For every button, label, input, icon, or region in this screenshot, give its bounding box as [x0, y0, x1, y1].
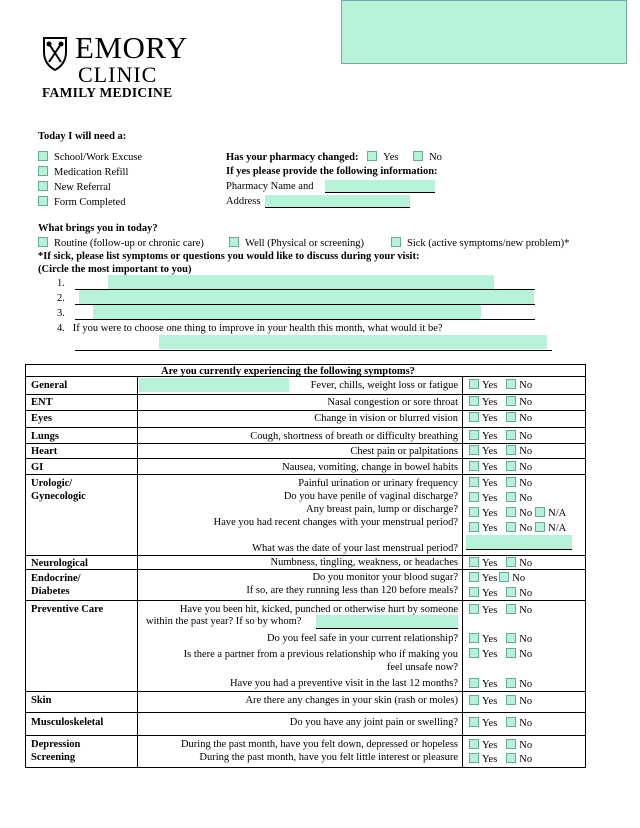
table-row-line [25, 569, 586, 570]
yes-no-ent[interactable] [469, 396, 532, 408]
no-label: No [519, 446, 533, 457]
no-checkbox[interactable] [506, 430, 516, 440]
emory-shield-icon [40, 36, 70, 72]
symptom-line-number: 3. [57, 308, 65, 319]
question-uro-d: Have you had recent changes with your menstrual period? [213, 517, 458, 528]
no-label: No [519, 740, 533, 751]
question-general: Fever, chills, weight loss or fatigue [310, 380, 458, 391]
yes-label: Yes [482, 718, 498, 729]
yes-no-endo-a[interactable] [469, 572, 525, 584]
no-checkbox[interactable] [506, 695, 516, 705]
yes-checkbox[interactable] [469, 492, 479, 502]
yes-no-lungs[interactable] [469, 430, 532, 442]
category-diabetes: Diabetes [31, 586, 70, 597]
no-checkbox[interactable] [506, 678, 516, 688]
no-checkbox[interactable] [506, 477, 516, 487]
circle-note: (Circle the most important to you) [38, 264, 192, 275]
yes-checkbox[interactable] [469, 522, 479, 532]
yes-no-dep-b[interactable] [469, 753, 532, 765]
yes-no-uro-b[interactable] [469, 492, 532, 504]
yes-checkbox[interactable] [469, 445, 479, 455]
yes-no-heart[interactable] [469, 445, 532, 457]
yes-checkbox[interactable] [469, 648, 479, 658]
yes-checkbox[interactable] [469, 412, 479, 422]
checkbox[interactable] [229, 237, 239, 247]
need-form-completed[interactable] [38, 196, 125, 208]
checkbox[interactable] [38, 196, 48, 206]
no-label: No [519, 462, 533, 473]
yes-checkbox[interactable] [469, 678, 479, 688]
question-prev-a2: within the past year? If so by whom? [146, 616, 302, 627]
yes-label: Yes [482, 462, 498, 473]
visit-option-label: Well (Physical or screening) [245, 238, 364, 249]
pharmacy-instruction: If yes please provide the following information: [226, 166, 438, 177]
no-checkbox[interactable] [506, 753, 516, 763]
category-eyes: Eyes [31, 413, 52, 424]
yes-checkbox[interactable] [469, 633, 479, 643]
general-field[interactable] [139, 378, 289, 392]
no-checkbox[interactable] [506, 396, 516, 406]
yes-label: Yes [482, 740, 498, 751]
yes-label: Yes [482, 558, 498, 569]
na-checkbox[interactable] [535, 522, 545, 532]
checkbox[interactable] [38, 237, 48, 247]
table-row-line [25, 427, 586, 428]
category-neurological: Neurological [31, 558, 88, 569]
no-label: No [519, 588, 533, 599]
table-row-line [25, 712, 586, 713]
no-label: No [519, 558, 533, 569]
question-ent: Nasal congestion or sore throat [327, 397, 458, 408]
no-label: No [519, 413, 533, 424]
logo-clinic-text: CLINIC [78, 62, 158, 87]
category-urologic: Urologic/ [31, 478, 73, 489]
na-label: N/A [548, 508, 567, 519]
table-row-line [25, 458, 586, 459]
category-lungs: Lungs [31, 431, 60, 442]
yes-no-uro-d[interactable] [469, 522, 566, 534]
last-period-date-field[interactable] [466, 535, 572, 550]
question-heart: Chest pain or palpitations [350, 446, 458, 457]
symptom-line-number: 1. [57, 278, 65, 289]
question-uro-a: Painful urination or urinary frequency [298, 478, 458, 489]
no-checkbox[interactable] [506, 412, 516, 422]
no-label: No [519, 431, 533, 442]
need-new-referral[interactable] [38, 181, 111, 193]
table-row-line [25, 600, 586, 601]
question-msk: Do you have any joint pain or swelling? [289, 717, 458, 728]
sick-note: *If sick, please list symptoms or questions you would like to discuss during your visit: [38, 251, 420, 262]
table-divider [462, 376, 463, 768]
category-depression: Depression [31, 739, 81, 750]
yes-no-prev-c[interactable] [469, 648, 532, 660]
yes-checkbox[interactable] [469, 604, 479, 614]
yes-checkbox[interactable] [469, 461, 479, 471]
visit-well[interactable] [229, 237, 364, 249]
header-fill-field[interactable] [341, 0, 627, 64]
symptom-2-field[interactable] [79, 290, 534, 304]
no-checkbox[interactable] [506, 717, 516, 727]
question-neuro: Numbness, tingling, weakness, or headaches [270, 557, 458, 568]
question-uro-c: Any breast pain, lump or discharge? [305, 504, 458, 515]
pharmacy-question-row [226, 151, 442, 163]
no-checkbox[interactable] [506, 492, 516, 502]
question-gi: Nausea, vomiting, change in bowel habits [282, 462, 458, 473]
yes-label: Yes [482, 446, 498, 457]
no-label: No [519, 380, 533, 391]
need-label: School/Work Excuse [54, 152, 143, 163]
no-label: No [519, 397, 533, 408]
yes-label: Yes [482, 397, 498, 408]
yes-no-skin[interactable] [469, 695, 532, 707]
no-label: No [512, 573, 526, 584]
yes-checkbox[interactable] [469, 717, 479, 727]
yes-checkbox[interactable] [469, 396, 479, 406]
no-checkbox[interactable] [506, 522, 516, 532]
question-prev-d: Have you had a preventive visit in the last 12 months? [229, 678, 458, 689]
yes-checkbox[interactable] [469, 477, 479, 487]
question-4 [57, 323, 443, 334]
improve-field[interactable] [159, 335, 547, 349]
pharmacy-address-field[interactable] [265, 195, 410, 208]
logo-family-medicine: FAMILY MEDICINE [42, 85, 173, 100]
yes-label: Yes [482, 493, 498, 504]
yes-checkbox[interactable] [469, 739, 479, 749]
need-label: Medication Refill [54, 167, 129, 178]
symptoms-table-header: Are you currently experiencing the following symptoms? [161, 366, 415, 377]
pharmacy-question: Has your pharmacy changed: [226, 152, 359, 163]
category-screening: Screening [31, 752, 76, 763]
pharmacy-name-field[interactable] [325, 180, 435, 193]
symptom-3-line [75, 319, 535, 320]
no-checkbox[interactable] [506, 648, 516, 658]
yes-checkbox[interactable] [469, 507, 479, 517]
pharmacy-yes-label: Yes [383, 152, 399, 163]
checkbox[interactable] [391, 237, 401, 247]
checkbox[interactable] [38, 166, 48, 176]
yes-label: Yes [482, 696, 498, 707]
no-checkbox[interactable] [506, 445, 516, 455]
no-label: No [519, 754, 533, 765]
yes-no-general[interactable] [469, 379, 532, 391]
pharmacy-address-label: Address [226, 196, 261, 207]
yes-no-endo-b[interactable] [469, 587, 532, 599]
question-uro-e: What was the date of your last menstrual period? [252, 543, 458, 554]
no-checkbox[interactable] [506, 507, 516, 517]
no-checkbox[interactable] [506, 461, 516, 471]
yes-label: Yes [482, 413, 498, 424]
yes-label: Yes [482, 523, 498, 534]
question-uro-b: Do you have penile of vaginal discharge? [283, 491, 458, 502]
question-endo-b: If so, are they running less than 120 before meals? [246, 585, 458, 596]
no-label: No [519, 523, 533, 534]
hurt-by-whom-field[interactable] [316, 615, 458, 629]
no-checkbox[interactable] [506, 604, 516, 614]
visit-option-label: Sick (active symptoms/new problem)* [407, 238, 570, 249]
no-label: No [519, 508, 533, 519]
visit-heading: What brings you in today? [38, 223, 158, 234]
symptom-1-field[interactable] [108, 275, 494, 289]
question-prev-b: Do you feel safe in your current relationship? [267, 633, 458, 644]
no-label: No [519, 493, 533, 504]
yes-no-gi[interactable] [469, 461, 532, 473]
yes-checkbox[interactable] [469, 695, 479, 705]
question-skin: Are there any changes in your skin (rash or moles) [245, 695, 458, 706]
question-prev-c2: feel unsafe now? [386, 662, 458, 673]
category-endocrine: Endocrine/ [31, 573, 81, 584]
yes-label: Yes [482, 754, 498, 765]
yes-no-uro-c[interactable] [469, 507, 566, 519]
table-row-line [25, 410, 586, 411]
pharmacy-no-checkbox[interactable] [413, 151, 423, 161]
na-label: N/A [548, 523, 567, 534]
yes-no-msk[interactable] [469, 717, 532, 729]
symptom-line-number: 2. [57, 293, 65, 304]
yes-label: Yes [482, 605, 498, 616]
yes-no-prev-d[interactable] [469, 678, 532, 690]
no-checkbox[interactable] [499, 572, 509, 582]
visit-sick[interactable] [391, 237, 569, 249]
category-gynecologic: Gynecologic [31, 491, 86, 502]
question-lungs: Cough, shortness of breath or difficulty breathing [250, 431, 458, 442]
pharmacy-yes-checkbox[interactable] [367, 151, 377, 161]
table-row-line [25, 376, 586, 377]
yes-label: Yes [482, 380, 498, 391]
yes-label: Yes [482, 573, 498, 584]
table-row-line [25, 443, 586, 444]
na-checkbox[interactable] [535, 507, 545, 517]
category-skin: Skin [31, 695, 52, 706]
need-label: New Referral [54, 182, 111, 193]
need-medication-refill[interactable] [38, 166, 128, 178]
yes-checkbox[interactable] [469, 430, 479, 440]
no-label: No [519, 634, 533, 645]
no-checkbox[interactable] [506, 633, 516, 643]
table-row-line [25, 735, 586, 736]
pharmacy-no-label: No [429, 152, 442, 163]
yes-label: Yes [482, 679, 498, 690]
table-row-line [25, 474, 586, 475]
question-4-number: 4. [57, 323, 65, 334]
visit-option-label: Routine (follow-up or chronic care) [54, 238, 204, 249]
yes-label: Yes [482, 634, 498, 645]
no-checkbox[interactable] [506, 557, 516, 567]
yes-label: Yes [482, 508, 498, 519]
no-checkbox[interactable] [506, 739, 516, 749]
no-label: No [519, 649, 533, 660]
question-prev-c1: Is there a partner from a previous relationship who if making you [183, 649, 458, 660]
question-4-text: If you were to choose one thing to improve in your health this month, what would it be? [72, 323, 443, 334]
yes-no-dep-a[interactable] [469, 739, 532, 751]
category-gi: GI [31, 462, 44, 473]
no-label: No [519, 696, 533, 707]
category-ent: ENT [31, 397, 53, 408]
checkbox[interactable] [38, 181, 48, 191]
question-endo-a: Do you monitor your blood sugar? [312, 572, 458, 583]
needs-heading: Today I will need a: [38, 131, 127, 142]
table-row-line [25, 394, 586, 395]
category-heart: Heart [31, 446, 58, 457]
symptom-3-field[interactable] [93, 305, 481, 319]
yes-label: Yes [482, 478, 498, 489]
pharmacy-name-label: Pharmacy Name and [226, 181, 314, 192]
no-label: No [519, 679, 533, 690]
question-prev-a1: Have you been hit, kicked, punched or otherwise hurt by someone [179, 604, 458, 615]
yes-no-prev-b[interactable] [469, 633, 532, 645]
no-label: No [519, 605, 533, 616]
need-school-work[interactable] [38, 151, 142, 163]
yes-no-neuro[interactable] [469, 557, 532, 569]
visit-routine[interactable] [38, 237, 204, 249]
no-label: No [519, 478, 533, 489]
yes-no-prev-a[interactable] [469, 604, 532, 616]
yes-checkbox[interactable] [469, 753, 479, 763]
yes-no-eyes[interactable] [469, 412, 532, 424]
yes-checkbox[interactable] [469, 379, 479, 389]
logo-emory-text: EMORY [75, 30, 188, 65]
no-checkbox[interactable] [506, 587, 516, 597]
question-eyes: Change in vision or blurred vision [314, 413, 458, 424]
need-label: Form Completed [54, 197, 126, 208]
category-general: General [31, 380, 68, 391]
table-row-line [25, 691, 586, 692]
no-label: No [519, 718, 533, 729]
yes-checkbox[interactable] [469, 557, 479, 567]
improve-line [75, 350, 552, 351]
yes-no-uro-a[interactable] [469, 477, 532, 489]
category-musculoskeletal: Musculoskeletal [31, 717, 104, 728]
no-checkbox[interactable] [506, 379, 516, 389]
category-preventive-care: Preventive Care [31, 604, 104, 615]
question-dep-b: During the past month, have you felt little interest or pleasure [199, 752, 458, 763]
table-divider [137, 376, 138, 768]
yes-checkbox[interactable] [469, 572, 479, 582]
yes-label: Yes [482, 588, 498, 599]
question-dep-a: During the past month, have you felt down, depressed or hopeless [180, 739, 458, 750]
yes-label: Yes [482, 431, 498, 442]
yes-checkbox[interactable] [469, 587, 479, 597]
checkbox[interactable] [38, 151, 48, 161]
yes-label: Yes [482, 649, 498, 660]
